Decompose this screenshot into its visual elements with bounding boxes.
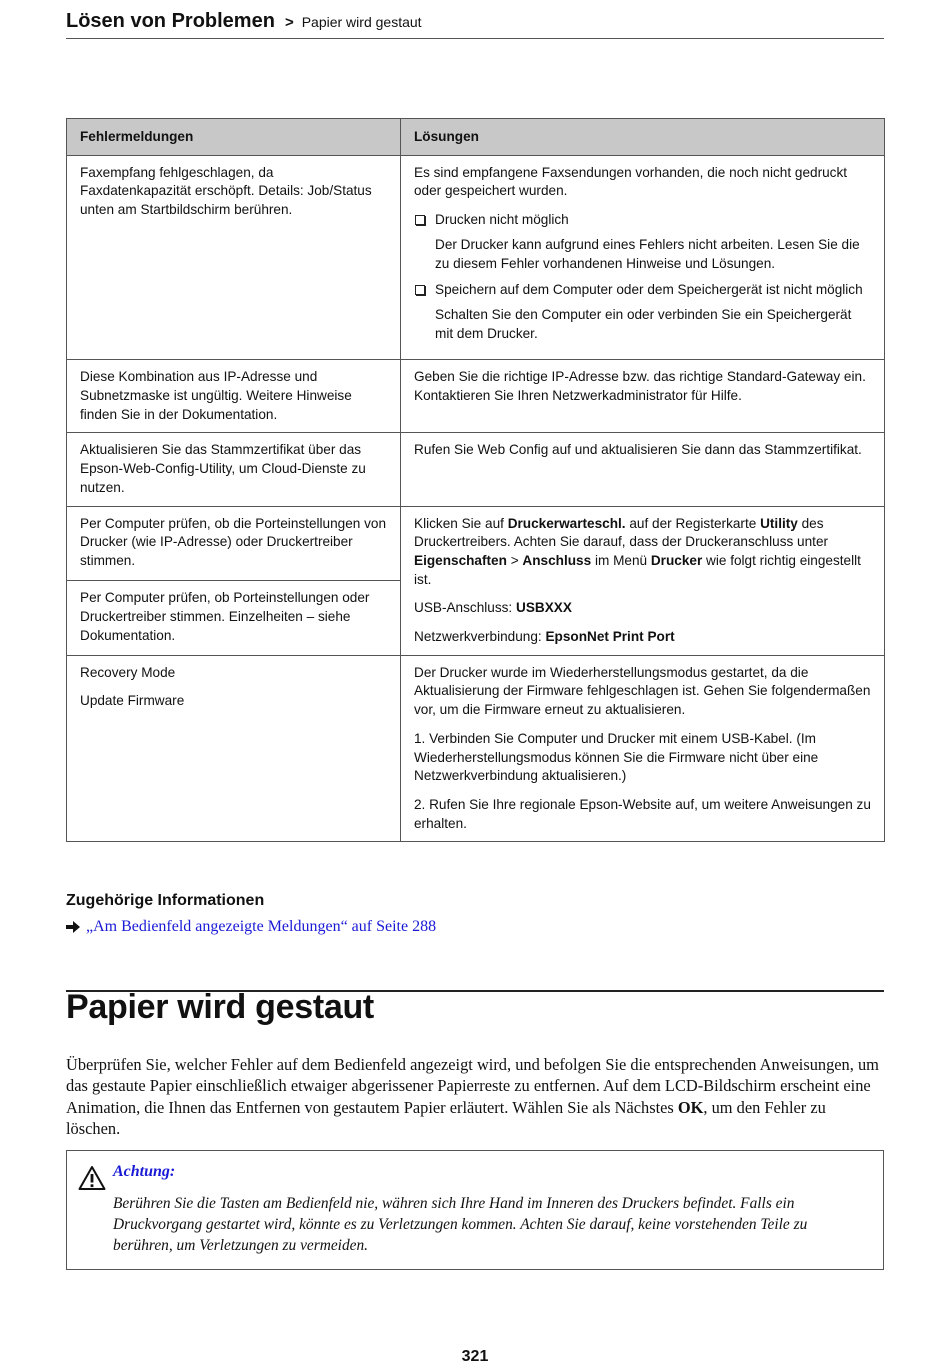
solution-cell	[401, 155, 885, 360]
list-item	[414, 281, 871, 343]
error-message-cell: Aktualisieren Sie das Stammzertifikat über das Epson-Web-Config-Utility, um Cloud-Dienste zu nutzen.	[67, 433, 401, 506]
error-message-cell	[67, 655, 401, 842]
solution-step-1: 1. Verbinden Sie Computer und Drucker mit einem USB-Kabel. (Im Wiederherstellungsmodus können Sie die Firmware nicht über eine Netzwerkverbindung aktualisieren.)	[414, 730, 819, 784]
page-header	[66, 10, 884, 39]
related-information	[66, 892, 884, 936]
table-row	[67, 506, 885, 581]
breadcrumb-current: Papier wird gestaut	[301, 14, 422, 30]
solution-text: Klicken Sie auf Druckerwarteschl. auf der Registerkarte Utility des Druckertreibers. Achten Sie darauf, dass der Druckeranschluss unter Eigenschaften > Anschluss im Menü Drucker wie folgt richtig eingestellt ist.	[414, 515, 861, 587]
error-message-cell: Faxempfang fehlgeschlagen, da Faxdatenkapazität erschöpft. Details: Job/Status unten am Startbildschirm berühren.	[67, 155, 401, 360]
solution-intro: Es sind empfangene Faxsendungen vorhanden, die noch nicht gedruckt oder gespeichert wurden.	[414, 164, 848, 199]
message-update-firmware: Update Firmware	[80, 693, 185, 709]
error-message-table	[66, 118, 885, 842]
breadcrumb-chapter: Lösen von Problemen	[66, 10, 275, 32]
related-link-row[interactable]	[66, 918, 884, 936]
section-title: Papier wird gestaut	[66, 988, 374, 1026]
solution-step-2: 2. Rufen Sie Ihre regionale Epson-Website auf, um weitere Anweisungen zu erhalten.	[414, 796, 871, 831]
error-message-cell: Per Computer prüfen, ob die Porteinstellungen von Drucker (wie IP-Adresse) oder Druckertreiber stimmen.	[67, 506, 401, 581]
table-row	[67, 655, 885, 842]
solution-intro: Der Drucker wurde im Wiederherstellungsmodus gestartet, da die Aktualisierung der Firmware fehlgeschlagen ist. Gehen Sie folgendermaßen vor, um die Firmware erneut zu aktualisieren.	[414, 664, 871, 718]
section-intro: Überprüfen Sie, welcher Fehler auf dem Bedienfeld angezeigt wird, und befolgen Sie die entsprechenden Anweisungen, um das gestaute Papier einschließlich etwaiger abgerissener Papierreste zu entfernen. Auf dem LCD-Bildschirm erscheint eine Animation, die Ihnen das Entfernen von gestautem Papier erläutert. Wählen Sie als Nächstes OK, um den Fehler zu löschen.	[66, 1055, 879, 1138]
checkbox-bullet-icon	[415, 215, 425, 225]
table-header-row	[67, 119, 885, 156]
warning-triangle-icon	[78, 1165, 106, 1191]
message-recovery-mode: Recovery Mode	[80, 664, 176, 680]
solution-cell	[401, 655, 885, 842]
related-heading: Zugehörige Informationen	[66, 892, 265, 909]
checkbox-bullet-icon	[415, 285, 425, 295]
caution-title: Achtung:	[113, 1163, 176, 1180]
related-link[interactable]: „Am Bedienfeld angezeigte Meldungen“ auf Seite 288	[86, 918, 437, 935]
solution-list	[414, 211, 871, 343]
table-row	[67, 433, 885, 506]
table-row	[67, 360, 885, 433]
breadcrumb-separator: >	[284, 14, 294, 31]
solution-cell: Rufen Sie Web Config auf und aktualisieren Sie dann das Stammzertifikat.	[401, 433, 885, 506]
list-item	[414, 211, 871, 273]
solution-cell: Geben Sie die richtige IP-Adresse bzw. das richtige Standard-Gateway ein. Kontaktieren Sie Ihren Netzwerkadministrator für Hilfe.	[401, 360, 885, 433]
list-item-title: Speichern auf dem Computer oder dem Speichergerät ist nicht möglich	[435, 282, 863, 298]
caution-box	[66, 1150, 884, 1270]
list-item-title: Drucken nicht möglich	[435, 212, 569, 228]
network-port-line: Netzwerkverbindung: EpsonNet Print Port	[414, 629, 675, 645]
usb-port-line: USB-Anschluss: USBXXX	[414, 600, 572, 616]
arrow-right-icon	[66, 921, 80, 933]
error-message-cell: Per Computer prüfen, ob Porteinstellungen oder Druckertreiber stimmen. Einzelheiten – siehe Dokumentation.	[67, 581, 401, 656]
list-item-text: Schalten Sie den Computer ein oder verbinden Sie ein Speichergerät mit dem Drucker.	[435, 306, 852, 341]
caution-text: Berühren Sie die Tasten am Bedienfeld nie, währen sich Ihre Hand im Inneren des Druckers befindet. Falls ein Druckvorgang gestartet wird, könnte es zu Verletzungen kommen. Achten Sie darauf, keine vorstehenden Teile zu berühren, um Verletzungen zu vermeiden.	[113, 1195, 808, 1254]
page-number: 321	[461, 1348, 489, 1365]
column-header-messages: Fehlermeldungen	[67, 119, 401, 156]
table-row	[67, 155, 885, 360]
error-message-cell: Diese Kombination aus IP-Adresse und Subnetzmaske ist ungültig. Weitere Hinweise finden Sie in der Dokumentation.	[67, 360, 401, 433]
list-item-text: Der Drucker kann aufgrund eines Fehlers nicht arbeiten. Lesen Sie die zu diesem Fehler vorhandenen Hinweise und Lösungen.	[435, 236, 860, 271]
solution-cell	[401, 506, 885, 655]
column-header-solutions: Lösungen	[401, 119, 885, 156]
